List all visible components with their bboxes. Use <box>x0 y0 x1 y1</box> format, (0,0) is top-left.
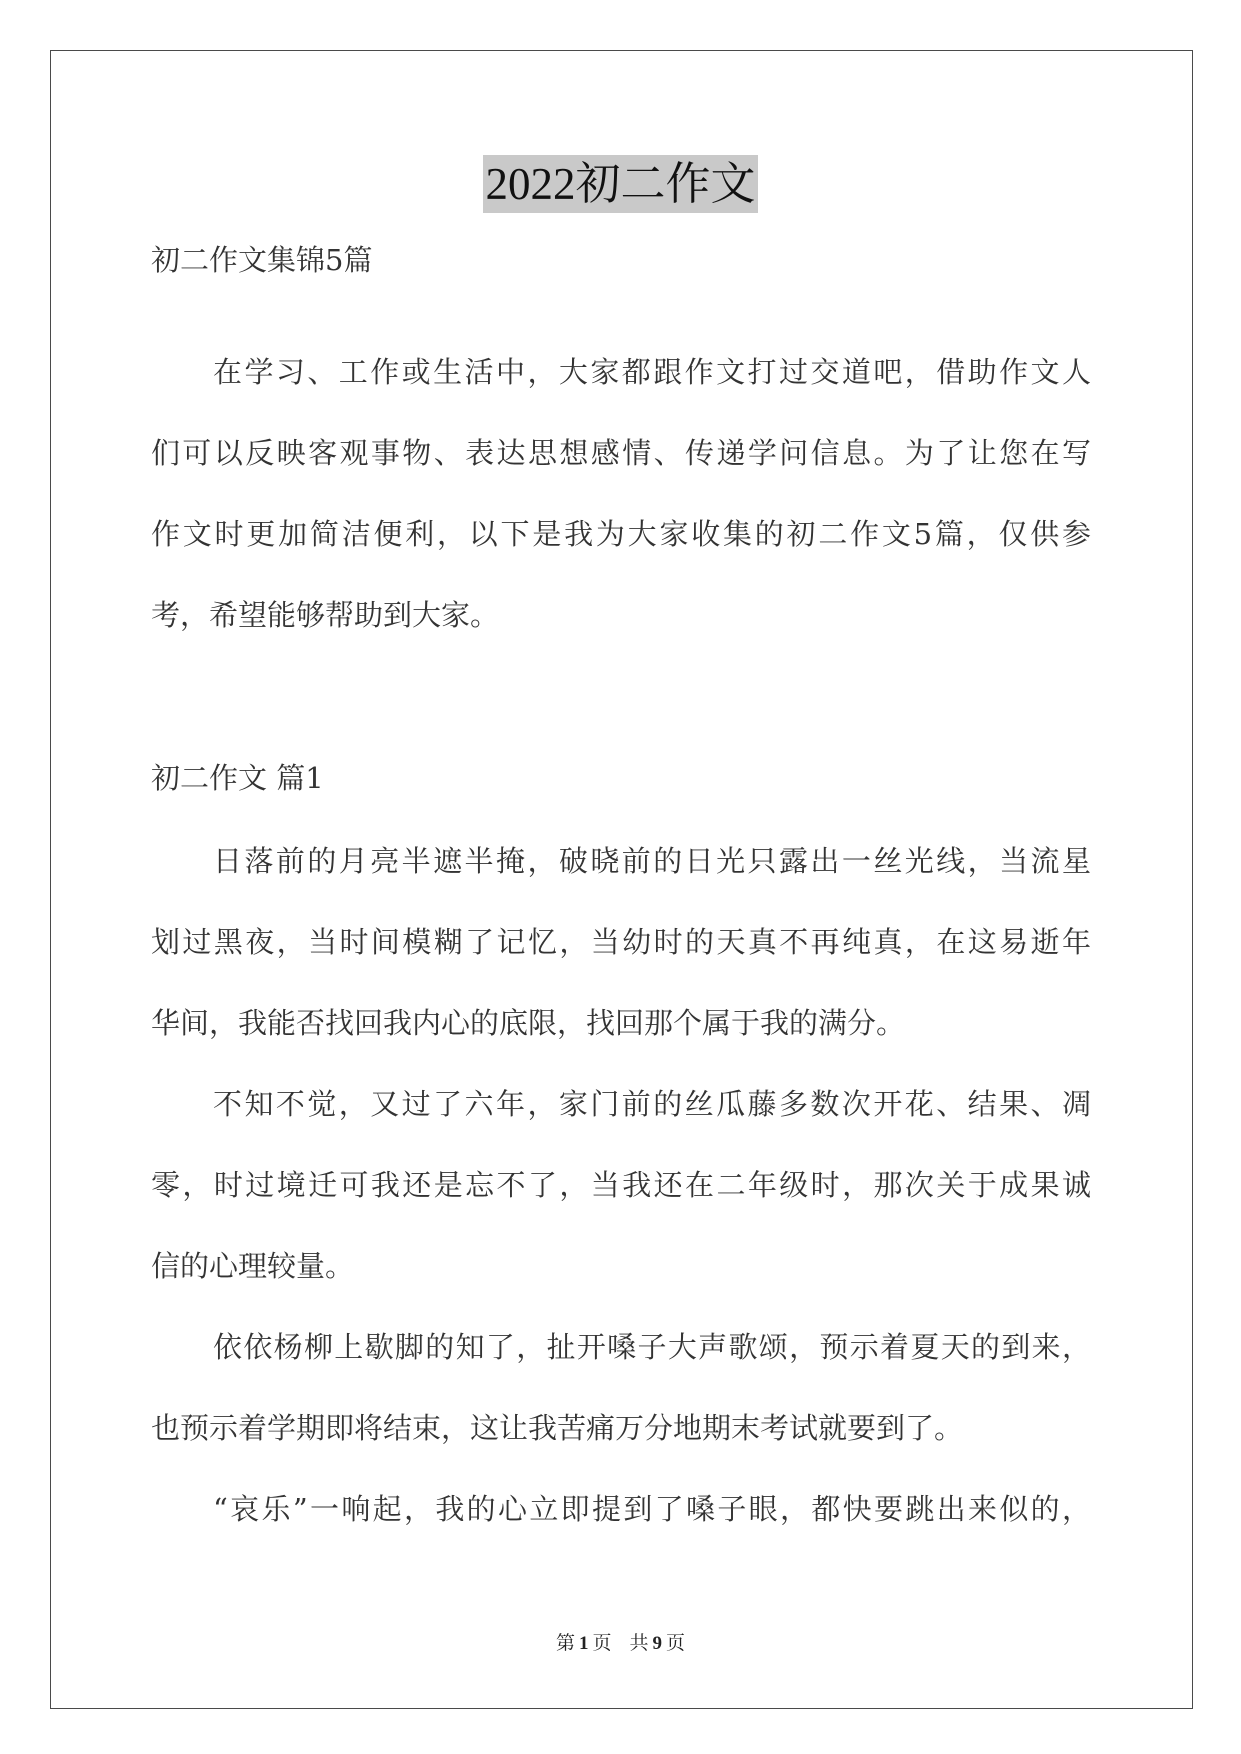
paragraph-line: 们可以反映客观事物、表达思想感情、传递学问信息。为了让您在写 <box>151 436 1091 470</box>
paragraph-line: 零，时过境迁可我还是忘不了，当我还在二年级时，那次关于成果诚 <box>151 1168 1091 1202</box>
paragraph-line: 也预示着学期即将结束，这让我苦痛万分地期末考试就要到了。 <box>151 1411 964 1445</box>
intro-paragraph <box>151 332 1091 656</box>
essay-paragraph <box>151 1469 1091 1550</box>
paragraph-line: “哀乐”一响起，我的心立即提到了嗓子眼，都快要跳出来似的， <box>213 1492 1091 1526</box>
total-label-before: 共 <box>629 1633 649 1654</box>
paragraph-line: 不知不觉，又过了六年，家门前的丝瓜藤多数次开花、结果、凋 <box>213 1087 1091 1121</box>
total-pages-number: 9 <box>652 1633 663 1654</box>
page-label-after: 页 <box>592 1633 612 1654</box>
paragraph-line: 华间，我能否找回我内心的底限，找回那个属于我的满分。 <box>151 1006 906 1040</box>
paragraph-line: 信的心理较量。 <box>151 1249 355 1283</box>
page-label-before: 第 <box>555 1633 575 1654</box>
document-title: 2022初二作文 <box>483 155 757 213</box>
essay-paragraph <box>151 821 1091 1064</box>
essay-body <box>151 821 1091 1550</box>
current-page-number: 1 <box>578 1633 589 1654</box>
paragraph-line: 考，希望能够帮助到大家。 <box>151 598 500 632</box>
section-heading-block <box>151 738 1091 819</box>
paragraph-line: 日落前的月亮半遮半掩，破晓前的日光只露出一丝光线，当流星 <box>213 844 1091 878</box>
total-label-after: 页 <box>666 1633 686 1654</box>
paragraph-line: 划过黑夜，当时间模糊了记忆，当幼时的天真不再纯真，在这易逝年 <box>151 925 1091 959</box>
essay-paragraph <box>151 1307 1091 1469</box>
subtitle-block <box>151 220 1091 301</box>
page-footer <box>0 1630 1241 1658</box>
title-container <box>0 155 1241 213</box>
paragraph-line: 作文时更加简洁便利，以下是我为大家收集的初二作文5篇，仅供参 <box>151 517 1091 551</box>
paragraph-line: 依依杨柳上歇脚的知了，扯开嗓子大声歌颂，预示着夏天的到来， <box>213 1330 1091 1364</box>
section-heading: 初二作文 篇1 <box>151 761 324 795</box>
document-subtitle: 初二作文集锦5篇 <box>151 243 373 277</box>
paragraph-line: 在学习、工作或生活中，大家都跟作文打过交道吧，借助作文人 <box>213 355 1091 389</box>
essay-paragraph <box>151 1064 1091 1307</box>
